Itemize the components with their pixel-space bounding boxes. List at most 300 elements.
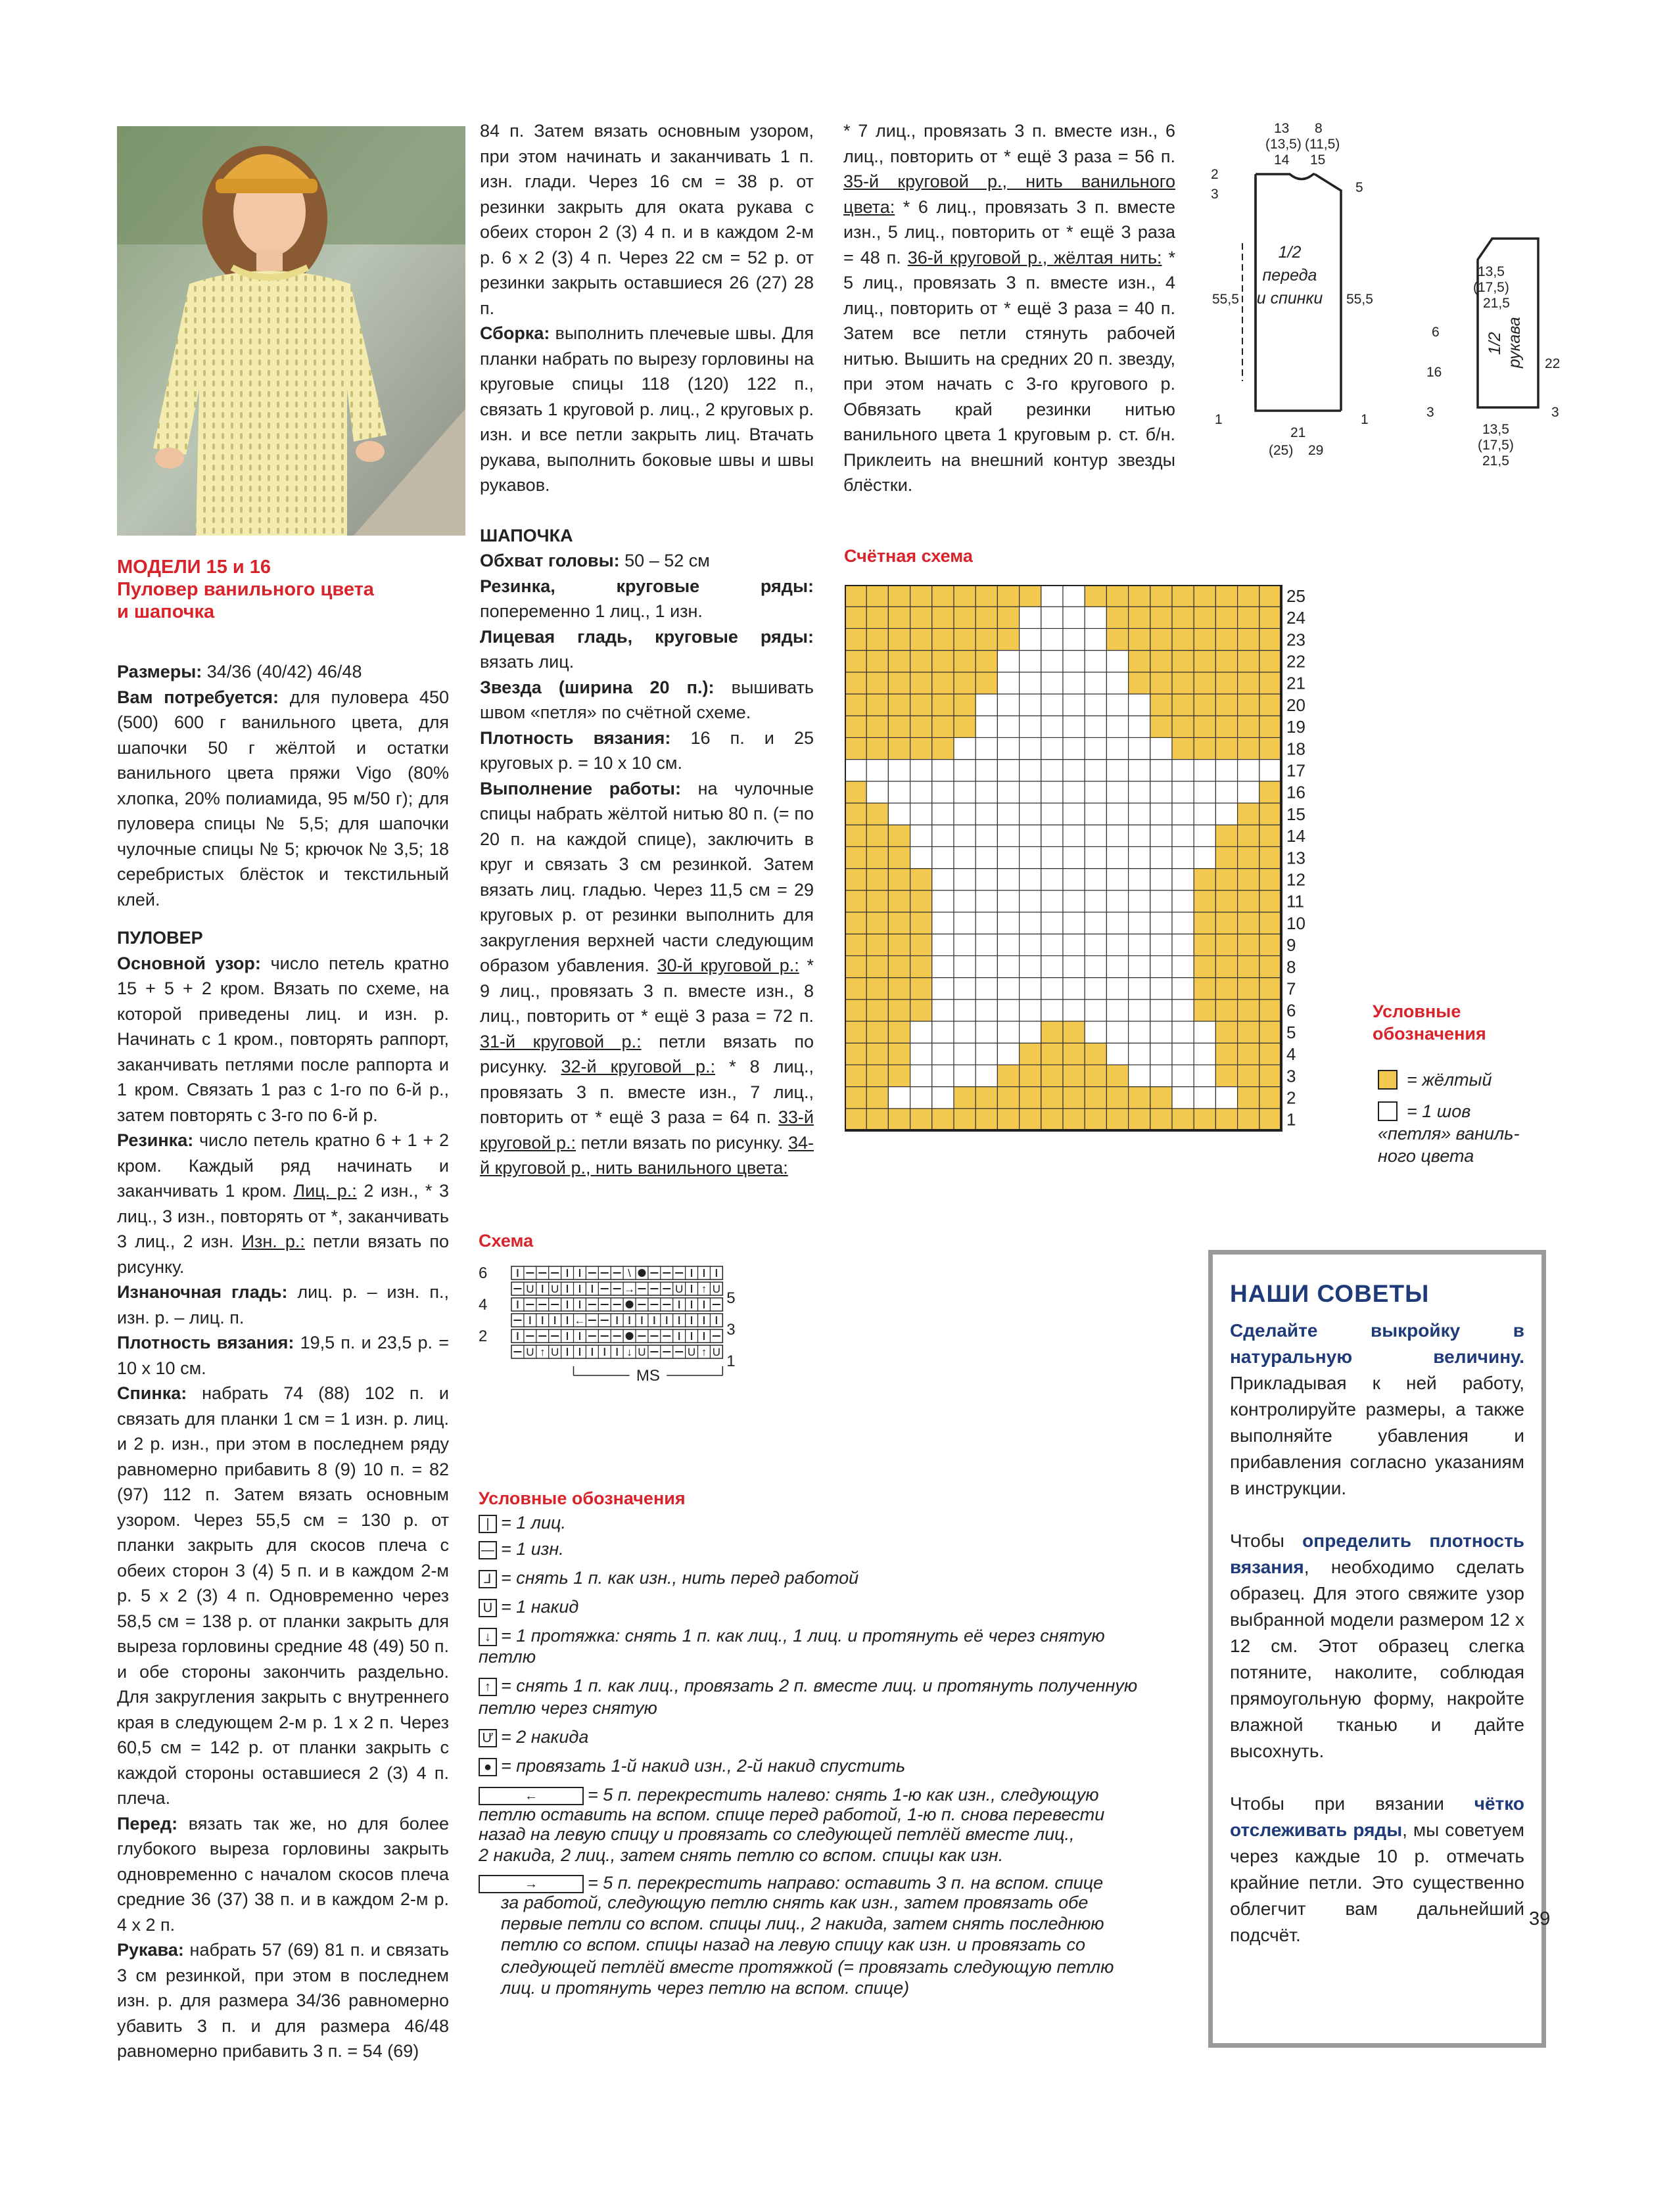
chart-cell-yellow [954, 585, 976, 607]
chart-row-label: 14 [1286, 826, 1305, 846]
chart-cell-yellow [1259, 607, 1281, 628]
reverse-st-text: лиц. р. – изн. п., изн. р. – лиц. п. [117, 1282, 449, 1327]
chart-cell-yellow [1259, 1065, 1281, 1086]
chart-cell-white [1085, 846, 1106, 868]
chart-cell-white [1172, 1021, 1194, 1043]
chart-cell-yellow [1259, 846, 1281, 868]
chart-cell-yellow [1259, 1109, 1281, 1130]
model-title-line1: МОДЕЛИ 15 и 16 [117, 557, 271, 578]
chart-cell-white [1063, 694, 1085, 716]
chart-cell-yellow [845, 912, 866, 934]
chart-cell-white [1215, 760, 1237, 781]
svg-text:←: ← [574, 1314, 586, 1327]
stitch-legend-item [479, 1513, 566, 1533]
chart-cell-yellow [1041, 1043, 1063, 1065]
chart-row-label: 25 [1286, 586, 1305, 606]
chart-cell-white [1085, 803, 1106, 825]
chart-cell-white [932, 1043, 954, 1065]
svg-text:U: U [712, 1283, 720, 1295]
chart-cell-white [1085, 825, 1106, 846]
dim-top-2: (13,5) [1265, 137, 1302, 152]
column-3 [843, 118, 1175, 498]
chart-cell-yellow [1215, 672, 1237, 694]
chart-cell-yellow [910, 934, 932, 956]
chart-cell-yellow [888, 869, 910, 890]
chart-cell-white [1150, 803, 1172, 825]
chart-cell-white [997, 1000, 1019, 1021]
chart-cell-white [1129, 1000, 1150, 1021]
stitch-symbol-icon: ↓ [479, 1628, 497, 1646]
chart-cell-white [1041, 869, 1063, 890]
chart-cell-white [1172, 825, 1194, 846]
chart-cell-white [910, 803, 932, 825]
chart-cell-white [1129, 1065, 1150, 1086]
col3-text-a: * 7 лиц., провязать 3 п. вместе изн., 6 лиц., повторить от * ещё 3 раза = 56 п. [843, 121, 1175, 166]
chart-cell-yellow [888, 716, 910, 737]
chart-cell-yellow [1259, 825, 1281, 846]
stitch-legend-text: = снять 1 п. как лиц., провязать 2 п. вместе лиц. и протянуть полученную [501, 1676, 1138, 1695]
chart-cell-white [932, 846, 954, 868]
chart-cell-white [932, 825, 954, 846]
stitch-legend-item [479, 1785, 1099, 1805]
stitch-legend [479, 1513, 1142, 2050]
chart-cell-white [888, 760, 910, 781]
hat-work-label: Выполнение работы: [480, 778, 681, 798]
assembly-text: выполнить плечевые швы. Для планки набрать по вырезу горловины на круговые спицы 118 (120) 122 п., связать 1 круговой р. лиц., 2 круговых р. изн. и все петли закрыть лиц. Втачать рукава, выполнить боковые швы и швы рукавов. [480, 323, 814, 495]
chart-cell-white [1063, 978, 1085, 1000]
chart-cell-white [1085, 781, 1106, 803]
dim-right-1: 1 [1361, 412, 1369, 427]
chart-cell-white [1194, 1021, 1215, 1043]
chart-cell-yellow [1259, 651, 1281, 672]
chart-cell-white [1063, 651, 1085, 672]
chart-cell-white [1041, 803, 1063, 825]
chart-cell-yellow [845, 1109, 866, 1130]
chart-cell-yellow [954, 1109, 976, 1130]
chart-cell-white [1063, 672, 1085, 694]
chart-cell-white [976, 716, 997, 737]
chart-cell-yellow [866, 1065, 888, 1086]
chart-cell-white [1063, 825, 1085, 846]
chart-cell-white [1020, 890, 1041, 912]
chart-cell-white [932, 890, 954, 912]
chart-cell-white [1129, 694, 1150, 716]
chart-cell-white [954, 803, 976, 825]
chart-cell-white [1106, 781, 1128, 803]
chart-cell-yellow [976, 672, 997, 694]
chart-cell-white [976, 1065, 997, 1086]
chart-cell-white [1063, 912, 1085, 934]
stitch-legend-text: 2 накида, 2 лиц., затем снять петлю со вспом. спицы как изн. [479, 1845, 1004, 1865]
chart-cell-white [1106, 956, 1128, 977]
stitch-legend-item [479, 1597, 578, 1617]
chart-row-label: 4 [1286, 1044, 1296, 1065]
stitch-symbol-icon: | [479, 1515, 497, 1533]
chart-cell-white [932, 978, 954, 1000]
round-34-label: 34-й круговой р., нить ванильного цвета: [480, 1132, 814, 1178]
chart-cell-white [1150, 869, 1172, 890]
chart-cell-yellow [1106, 585, 1128, 607]
chart-row-label: 17 [1286, 760, 1305, 781]
chart-cell-yellow [845, 1087, 866, 1109]
chart-cell-yellow [910, 585, 932, 607]
chart-cell-yellow [1041, 1021, 1063, 1043]
chart-cell-white [1041, 781, 1063, 803]
stitch-legend-item [479, 1568, 858, 1588]
chart-cell-yellow [1238, 628, 1259, 650]
chart-cell-yellow [888, 1065, 910, 1086]
chart-cell-white [1041, 912, 1063, 934]
chart-cell-yellow [1150, 694, 1172, 716]
svg-text:↑: ↑ [701, 1346, 707, 1358]
front-text: вязать так же, но для более глубокого выреза горловины закрыть одновременно с началом скосов плеча средние 36 (37) 38 п. и в каждом 2-м р. 4 х 2 п. [117, 1813, 449, 1935]
chart-cell-yellow [866, 1000, 888, 1021]
stitch-row-right-label: 3 [726, 1321, 736, 1339]
chart-cell-yellow [845, 694, 866, 716]
chart-cell-white [866, 781, 888, 803]
chart-cell-yellow [910, 716, 932, 737]
round-35-label: 35-й круговой р., нить ванильного цвета: [843, 172, 1175, 217]
chart-cell-white [1085, 1000, 1106, 1021]
chart-cell-white [1215, 781, 1237, 803]
chart-cell-yellow [997, 1065, 1019, 1086]
chart-cell-white [1150, 978, 1172, 1000]
chart-cell-white [1150, 846, 1172, 868]
chart-cell-white [1041, 956, 1063, 977]
chart-cell-yellow [866, 1109, 888, 1130]
chart-cell-white [1194, 1087, 1215, 1109]
chart-cell-yellow [1215, 716, 1237, 737]
chart-cell-yellow [845, 672, 866, 694]
chart-cell-yellow [932, 716, 954, 737]
chart-cell-white [1194, 781, 1215, 803]
chart-cell-white [1106, 760, 1128, 781]
svg-text:U: U [526, 1283, 534, 1295]
chart-cell-yellow [1063, 1065, 1085, 1086]
sleeve-dim-bottom-3: 21,5 [1482, 453, 1509, 467]
chart-cell-white [1020, 846, 1041, 868]
sleeve-dim-bottom-2: (17,5) [1478, 438, 1514, 453]
chart-cell-yellow [1238, 1021, 1259, 1043]
chart-cell-white [1172, 846, 1194, 868]
chart-cell-yellow [910, 651, 932, 672]
back-text: набрать 74 (88) 102 п. и связать для планки 1 см = 1 изн. р. лиц. и 2 р. изн., при этом в последнем ряду равномерно прибавить 8 (9) 10 п. = 82 (97) 112 п. Затем вязать основным узором. Через 55,5 см = 130 р. от планки закрыть для скосов плеча с обеих сторон 3 (4) 5 п. и в каждом 2-м р. 5 х 2 (3) 4 п. Одновременно через 58,5 см = 138 р. от планки закрыть для выреза горловины средние 48 (49) 50 п. и обе стороны закончить раздельно. Для закругления закрыть с внутреннего края в следующем 2-м р. 1 х 2 п. Через 60,5 см = 142 р. от планки закрыть с каждой стороны оставшиеся 2 (3) 4 п. плеча. [117, 1383, 449, 1808]
dim-right-5: 5 [1355, 180, 1363, 195]
chart-cell-yellow [866, 803, 888, 825]
chart-cell-white [1085, 1021, 1106, 1043]
chart-cell-white [1020, 672, 1041, 694]
chart-cell-yellow [1020, 585, 1041, 607]
chart-cell-white [1129, 869, 1150, 890]
chart-cell-yellow [1259, 890, 1281, 912]
chart-cell-white [1020, 737, 1041, 759]
chart-cell-white [932, 781, 954, 803]
chart-cell-white [1020, 956, 1041, 977]
chart-cell-yellow [932, 694, 954, 716]
chart-cell-yellow [910, 956, 932, 977]
svg-text:↑: ↑ [540, 1346, 546, 1358]
chart-cell-white [1172, 978, 1194, 1000]
chart-cell-yellow [1085, 585, 1106, 607]
hat-work-e: петли вязать по рисунку. [575, 1132, 788, 1153]
chart-cell-yellow [1238, 846, 1259, 868]
chart-cell-white [1020, 869, 1041, 890]
hat-stockinette-label: Лицевая гладь, круговые ряды: [480, 626, 814, 647]
chart-cell-yellow [1085, 1109, 1106, 1130]
chart-cell-white [1085, 672, 1106, 694]
chart-cell-yellow [910, 978, 932, 1000]
legend-yellow-text: = жёлтый [1407, 1070, 1492, 1090]
chart-cell-white [976, 781, 997, 803]
chart-row-label: 3 [1286, 1066, 1296, 1086]
chart-cell-yellow [888, 825, 910, 846]
svg-text:U: U [551, 1346, 559, 1358]
sizes-text: 34/36 (40/42) 46/48 [202, 662, 362, 681]
chart-cell-white [1063, 934, 1085, 956]
chart-row-label: 20 [1286, 695, 1305, 715]
stitch-legend-item [501, 1914, 1104, 1934]
chart-cell-white [1150, 737, 1172, 759]
chart-cell-white [954, 1000, 976, 1021]
tip3-b: , мы советуем через каждые 10 р. отмечать крайние петли. Это существенно облегчит вам дальнейший подсчёт. [1230, 1820, 1524, 1945]
chart-cell-yellow [888, 737, 910, 759]
chart-cell-white [1150, 781, 1172, 803]
chart-cell-white [1020, 760, 1041, 781]
chart-cell-yellow [845, 737, 866, 759]
chart-cell-white [997, 869, 1019, 890]
chart-cell-yellow [845, 781, 866, 803]
stitch-chart-title: Схема [479, 1231, 534, 1251]
chart-cell-yellow [1150, 607, 1172, 628]
chart-cell-white [932, 869, 954, 890]
chart-cell-yellow [1020, 1087, 1041, 1109]
stitch-legend-item [479, 1805, 1104, 1825]
rib-rs-label: Лиц. р.: [293, 1181, 357, 1201]
chart-cell-yellow [866, 825, 888, 846]
chart-cell-yellow [1238, 978, 1259, 1000]
chart-cell-white [954, 1065, 976, 1086]
chart-cell-white [976, 1000, 997, 1021]
chart-cell-yellow [1194, 1109, 1215, 1130]
chart-cell-yellow [866, 1087, 888, 1109]
model-title [117, 556, 465, 623]
front-label: Перед: [117, 1813, 178, 1833]
stitch-legend-text: петлю [479, 1647, 536, 1667]
chart-cell-white [1020, 912, 1041, 934]
chart-cell-white [1020, 694, 1041, 716]
chart-cell-yellow [845, 651, 866, 672]
chart-cell-yellow [1238, 825, 1259, 846]
stitch-legend-item [479, 1727, 588, 1747]
chart-cell-yellow [866, 956, 888, 977]
chart-cell-white [1194, 1043, 1215, 1065]
chart-cell-yellow [1041, 1065, 1063, 1086]
chart-cell-white [997, 716, 1019, 737]
chart-cell-yellow [1259, 737, 1281, 759]
chart-cell-yellow [1215, 978, 1237, 1000]
stitch-legend-text: назад на левую спицу и провязать со следующей петлёй вместе лиц., [479, 1824, 1075, 1844]
chart-cell-yellow [1020, 1065, 1041, 1086]
chart-cell-yellow [910, 890, 932, 912]
stitch-symbol-icon: ↑ [479, 1678, 497, 1696]
chart-cell-yellow [1172, 585, 1194, 607]
stitch-legend-text: лиц. и протянуть через петлю на вспом. спице) [501, 1978, 910, 1998]
chart-cell-yellow [866, 694, 888, 716]
chart-cell-yellow [1194, 956, 1215, 977]
sleeve-dim-3-left: 3 [1426, 405, 1434, 420]
chart-cell-white [997, 956, 1019, 977]
chart-cell-yellow [845, 934, 866, 956]
chart-cell-white [1150, 912, 1172, 934]
chart-cell-yellow [888, 934, 910, 956]
chart-cell-yellow [1085, 1065, 1106, 1086]
chart-cell-yellow [1215, 694, 1237, 716]
dim-top-6: 15 [1310, 152, 1326, 168]
col3-text-c: * 5 лиц., провязать 3 п. вместе изн., 4 лиц., повторить от * ещё 3 раза = 40 п. Затем все петли стянуть рабочей нитью. Вышить на средних 20 п. звезду, при этом начать с 3-го кругового р. Обвязать край резинки нитью ванильного цвета 1 круговым р. ст. б/н. Приклеить на внешний контур звезды блёстки. [843, 247, 1175, 495]
chart-cell-yellow [1215, 869, 1237, 890]
chart-cell-yellow [976, 607, 997, 628]
chart-cell-yellow [1150, 628, 1172, 650]
dim-bottom-29: 29 [1308, 443, 1324, 458]
chart-cell-white [997, 846, 1019, 868]
chart-cell-yellow [866, 628, 888, 650]
chart-cell-white [932, 1065, 954, 1086]
chart-cell-white [976, 956, 997, 977]
chart-cell-white [1172, 1000, 1194, 1021]
chart-cell-white [954, 890, 976, 912]
chart-cell-yellow [932, 628, 954, 650]
chart-cell-yellow [1063, 1043, 1085, 1065]
assembly-label: Сборка: [480, 323, 550, 343]
chart-cell-white [976, 825, 997, 846]
chart-cell-white [1150, 956, 1172, 977]
stitch-row-left-label: 2 [479, 1327, 488, 1345]
chart-row-label: 21 [1286, 673, 1305, 693]
chart-cell-yellow [1259, 585, 1281, 607]
chart-cell-white [997, 737, 1019, 759]
chart-cell-yellow [1259, 934, 1281, 956]
chart-cell-yellow [1172, 737, 1194, 759]
chart-row-label: 10 [1286, 913, 1305, 933]
chart-cell-white [1020, 651, 1041, 672]
chart-cell-yellow [954, 694, 976, 716]
star-count-chart [845, 585, 1364, 1176]
chart-cell-white [954, 737, 976, 759]
chart-cell-white [1172, 890, 1194, 912]
chart-cell-white [1063, 737, 1085, 759]
chart-cell-white [976, 1043, 997, 1065]
chart-cell-white [910, 846, 932, 868]
stitch-legend-text: = 5 п. перекрестить направо: оставить 3 п. на вспом. спице [588, 1873, 1104, 1893]
chart-cell-yellow [1150, 672, 1172, 694]
chart-cell-yellow [932, 651, 954, 672]
chart-cell-white [1085, 912, 1106, 934]
hat-heading: ШАПОЧКА [480, 525, 573, 545]
hat-work-d: * 8 лиц., провязать 3 п. вместе изн., 7 лиц., повторить от * ещё 3 раза = 64 п. [480, 1057, 814, 1127]
materials-text: для пуловера 450 (500) 600 г ванильного цвета, для шапочки 50 г жёлтой и остатки ванильного цвета пряжи Vigo (80% хлопка, 20% полиамида, 95 м/50 г); для пуловера спицы № 5,5; для шапочки чулочные спицы № 5; крючок № 3,5; 18 серебристых блёсток и текстильный клей. [117, 687, 450, 910]
chart-cell-yellow [1215, 846, 1237, 868]
chart-cell-yellow [1194, 585, 1215, 607]
chart-cell-yellow [1172, 716, 1194, 737]
stitch-legend-text: первые петли со вспом. спицы лиц., 2 накида, затем снять последнюю [501, 1914, 1104, 1933]
chart-cell-yellow [1129, 1087, 1150, 1109]
chart-cell-white [910, 1065, 932, 1086]
chart-cell-white [932, 934, 954, 956]
head-girth-text: 50 – 52 см [619, 551, 710, 570]
chart-cell-white [1150, 934, 1172, 956]
sleeve-dim-6: 6 [1432, 325, 1440, 340]
round-30-label: 30-й круговой р.: [657, 956, 799, 975]
tip1-bold: Сделайте выкройку в натуральную величину. [1230, 1320, 1524, 1367]
stitch-symbol-icon: U [479, 1599, 497, 1617]
chart-cell-yellow [1238, 1065, 1259, 1086]
chart-cell-yellow [888, 1043, 910, 1065]
chart-row-label: 1 [1286, 1109, 1296, 1130]
chart-cell-yellow [1238, 1000, 1259, 1021]
chart-cell-white [1106, 890, 1128, 912]
chart-cell-white [932, 912, 954, 934]
chart-cell-white [1194, 846, 1215, 868]
chart-cell-white [932, 760, 954, 781]
chart-cell-yellow [866, 716, 888, 737]
chart-cell-white [1194, 760, 1215, 781]
dim-left-555: 55,5 [1212, 292, 1239, 307]
chart-cell-yellow [954, 1087, 976, 1109]
tip3-a: Чтобы при вязании [1230, 1793, 1474, 1814]
chart-cell-yellow [954, 716, 976, 737]
chart-cell-yellow [1215, 934, 1237, 956]
sleeve-text: набрать 57 (69) 81 п. и связать 3 см резинкой, при этом в последнем изн. р. для размера 34/36 равномерно убавить 3 п. и для размера 46/48 равномерно прибавить 3 п. = 54 (69) [117, 1940, 449, 2061]
chart-cell-yellow [845, 1000, 866, 1021]
chart-cell-yellow [866, 607, 888, 628]
chart-cell-yellow [1259, 803, 1281, 825]
dim-top-1: 13 [1274, 121, 1290, 136]
chart-cell-white [1041, 934, 1063, 956]
chart-cell-yellow [1259, 1021, 1281, 1043]
chart-cell-white [1215, 1087, 1237, 1109]
chart-cell-white [1063, 628, 1085, 650]
chart-cell-yellow [845, 628, 866, 650]
chart-cell-yellow [954, 607, 976, 628]
chart-cell-white [888, 781, 910, 803]
chart-cell-yellow [845, 716, 866, 737]
chart-cell-yellow [1150, 651, 1172, 672]
chart-cell-yellow [1259, 869, 1281, 890]
chart-cell-white [1129, 803, 1150, 825]
chart-cell-yellow [976, 585, 997, 607]
chart-cell-white [1172, 956, 1194, 977]
dim-bottom-21: 21 [1290, 425, 1306, 440]
chart-cell-yellow [910, 607, 932, 628]
chart-cell-white [932, 1000, 954, 1021]
chart-cell-yellow [1259, 1043, 1281, 1065]
chart-cell-yellow [932, 585, 954, 607]
chart-cell-yellow [1172, 607, 1194, 628]
chart-cell-yellow [866, 846, 888, 868]
chart-cell-white [845, 760, 866, 781]
stitch-legend-item [479, 1626, 1105, 1646]
chart-cell-white [1150, 760, 1172, 781]
chart-cell-white [1106, 1000, 1128, 1021]
chart-cell-yellow [888, 912, 910, 934]
chart-cell-yellow [954, 651, 976, 672]
stitch-legend-text: = провязать 1-й накид изн., 2-й накид спустить [501, 1756, 906, 1776]
tip1-text: Прикладывая к ней работу, контролируйте размеры, а также выполняйте убавления и прибавления согласно указаниям в инструкции. [1230, 1373, 1524, 1498]
chart-cell-white [1063, 1000, 1085, 1021]
chart-row-label: 22 [1286, 651, 1305, 672]
chart-cell-yellow [845, 607, 866, 628]
chart-cell-yellow [997, 1087, 1019, 1109]
